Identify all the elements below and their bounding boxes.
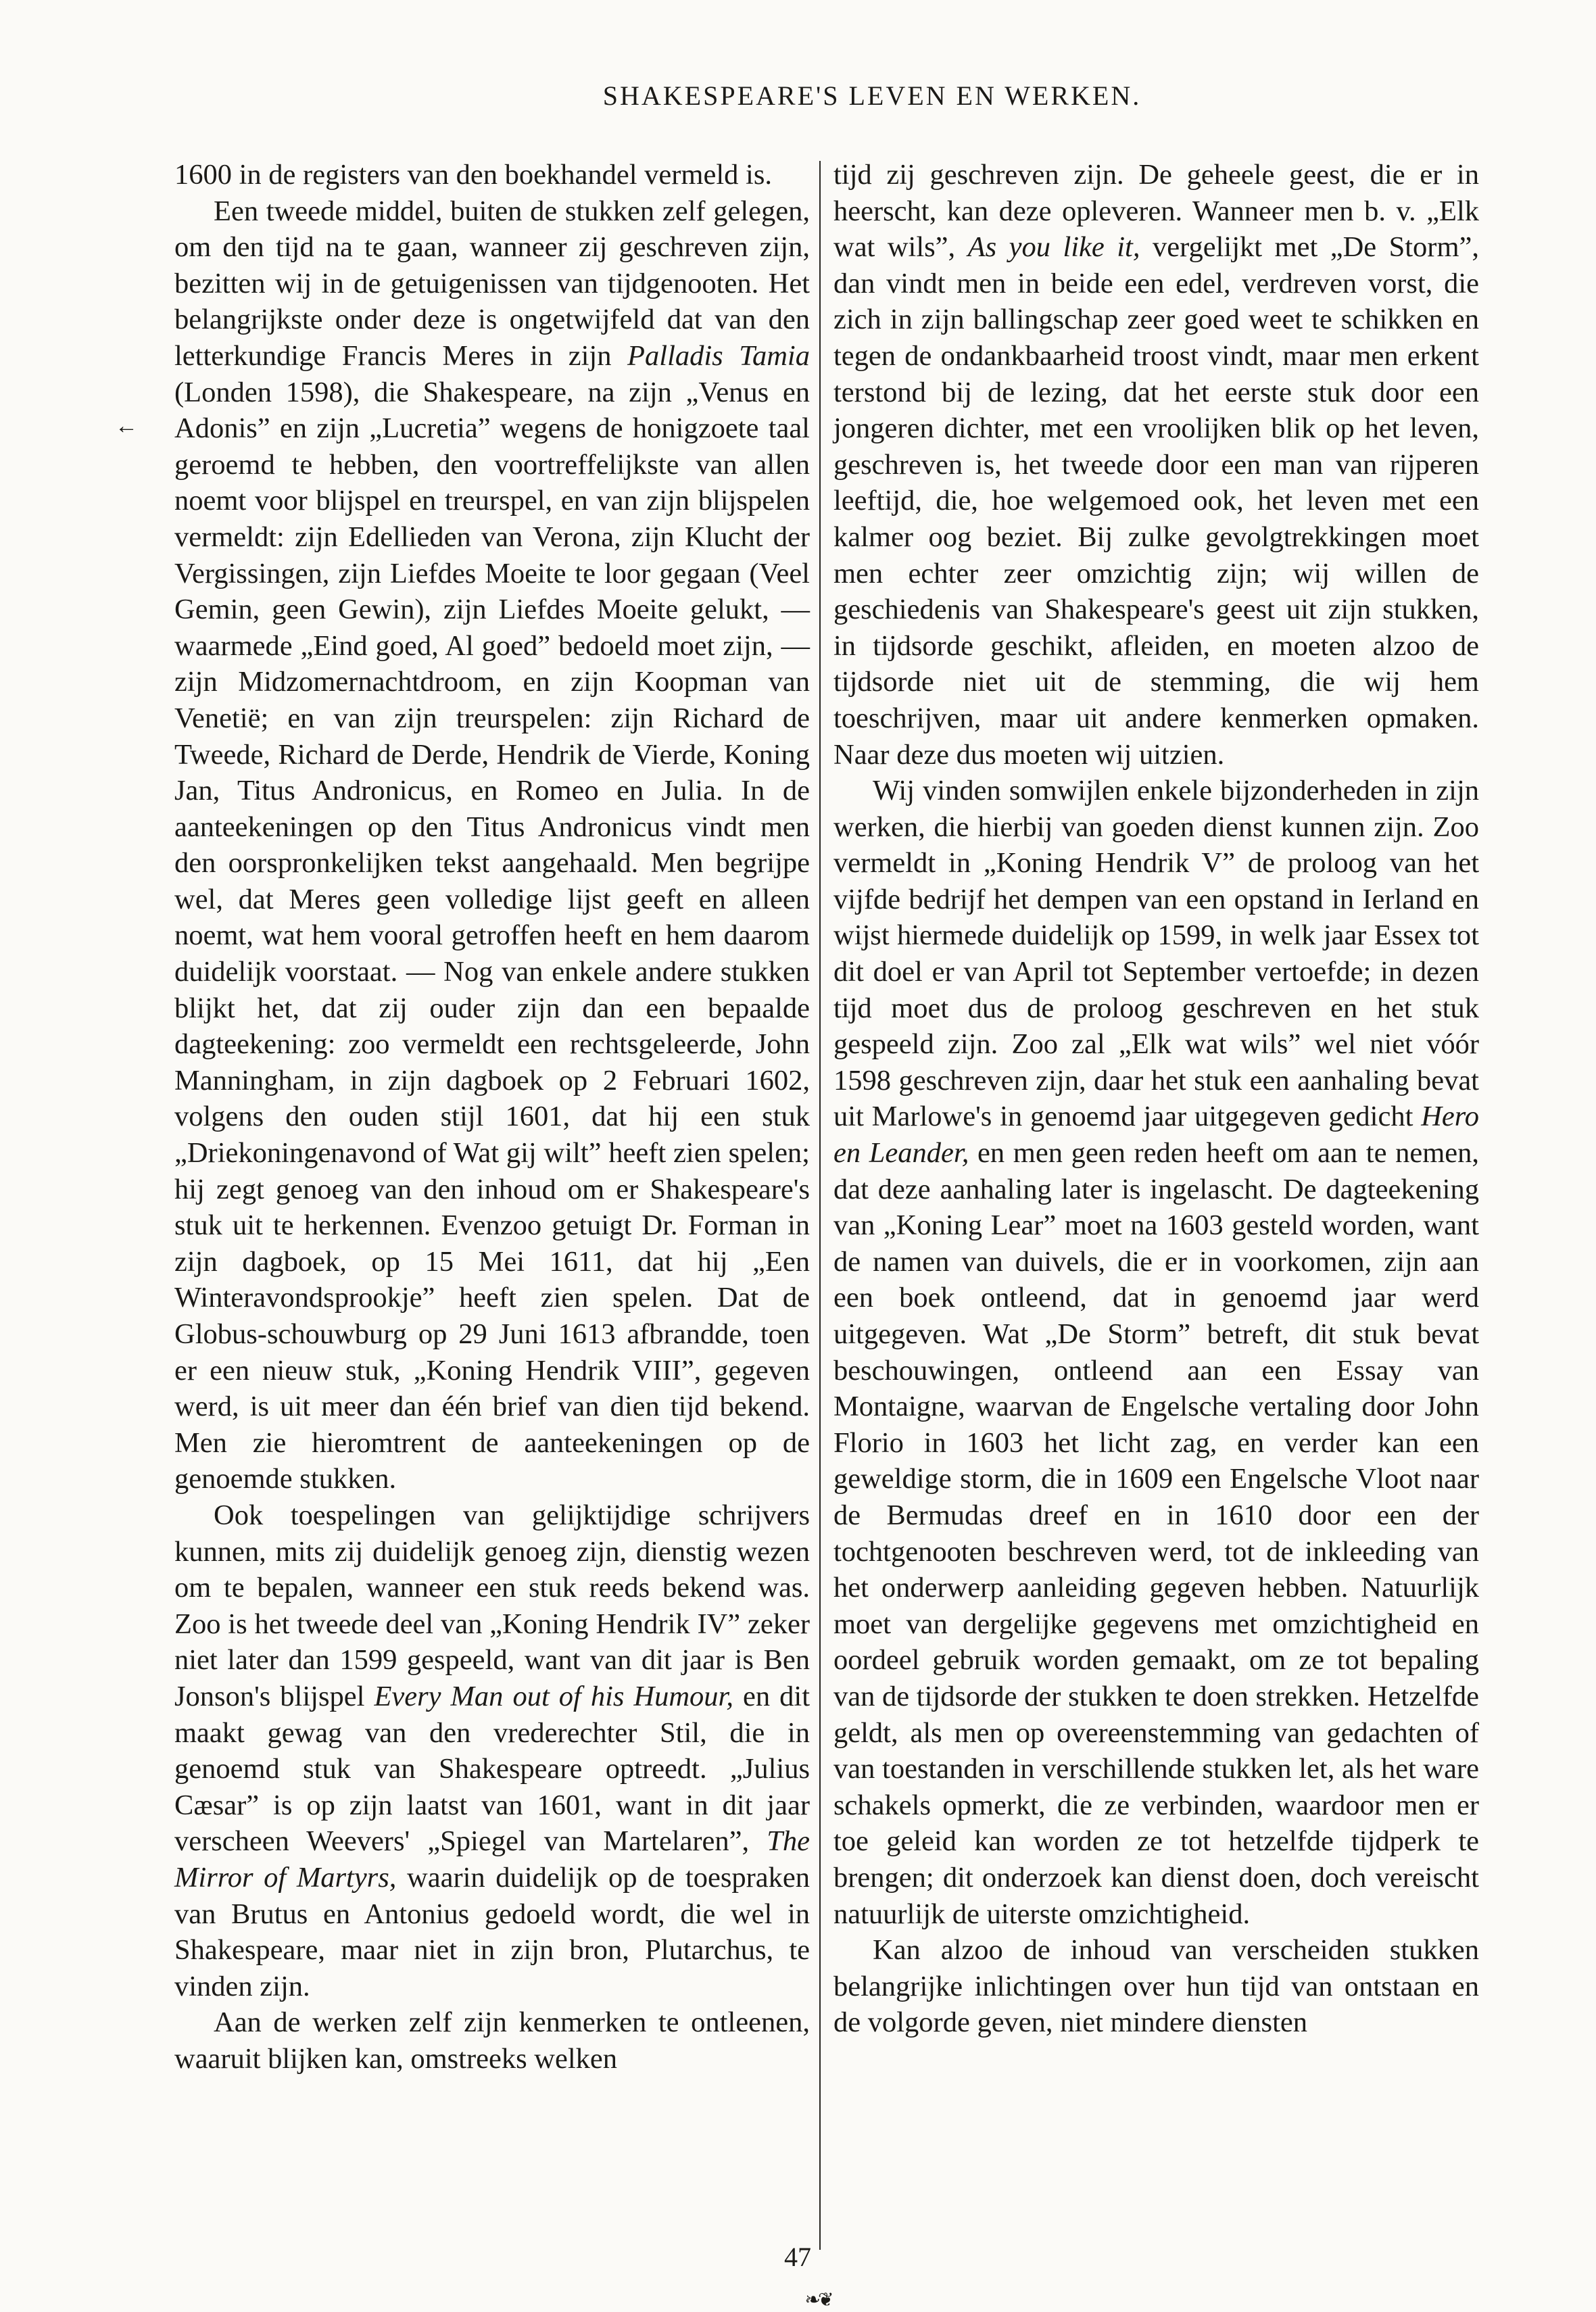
right-paragraph-2-italic: Hero en Leander,	[833, 1101, 1480, 1170]
left-paragraph-3-mid: en dit maakt gewag van den vrederechter Stil, die in genoemd stuk van Shakespeare optreedt. „Julius Cæsar” is op zijn laatst van 1601, want in dit jaar verscheen Weevers' „Spiegel van Martelaren”,	[174, 1680, 811, 1858]
column-divider	[819, 161, 821, 2250]
right-paragraph-2	[833, 773, 1479, 1932]
right-paragraph-1-rest: vergelijkt met „De Storm”, dan vindt men in beide een edel, verdreven vorst, die zich in zijn ballingschap zeer goed weet te schikken en tegen de ondankbaarheid troost vindt, maar men erkent terstond bij de lezing, dat het eerste stuk door een jongeren dichter, met een vroolijken blik op het leven, geschreven is, het tweede door een man van rijperen leeftijd, die, hoe welgemoed ook, het leven met een kalmer oog beziet. Bij zulke gevolgtrekkingen moet men echter zeer omzichtig zijn; wij willen de geschiedenis van Shakespeare's geest uit zijn stukken, in tijdsorde geschikt, afleiden, en moeten alzoo de tijdsorde niet uit de stemming, die wij hem toeschrijven, maar uit andere kenmerken opmaken. Naar deze dus moeten wij uitzien.	[833, 231, 1480, 771]
left-paragraph-4: Aan de werken zelf zijn kenmerken te ontleenen, waaruit blijken kan, omstreeks welken	[174, 2006, 810, 2075]
left-paragraph-2-italic: Palladis Tamia	[627, 339, 810, 372]
running-title: SHAKESPEARE'S LEVEN EN WERKEN.	[602, 80, 1142, 111]
right-paragraph-3: Kan alzoo de inhoud van verscheiden stukken belangrijke inlichtingen over hun tijd van ontstaan en de volgorde geven, niet mindere diensten	[833, 1934, 1479, 2039]
right-paragraph-2-rest: en men geen reden heeft om aan te nemen, dat deze aanhaling later is ingelascht. De dagteekening van „Koning Lear” moet na 1603 gesteld worden, want de namen van duivels, die er in voorkomen, zijn aan een boek ontleend, dat in genoemd jaar werd uitgegeven. Wat „De Storm” betreft, dit stuk bevat beschouwingen, ontleend aan een Essay van Montaigne, waarvan de Engelsche vertaling door John Florio in 1603 het licht zag, en verder kan een geweldige storm, die in 1609 een Engelsche Vloot naar de Bermudas dreef en in 1610 door een der tochtgenooten beschreven werd, tot de inkleeding van het onderwerp aanleiding gegeven hebben. Natuurlijk moet van dergelijke gegevens met omzichtigheid en oordeel gebruik worden gemaakt, om ze tot bepaling van de tijdsorde der stukken te doen strekken. Hetzelfde geldt, als men op overeenstemming van gedachten of van toestanden in verschillende stukken let, als het ware schakels opmerkt, die ze verbinden, waardoor men er toe geleid kan worden ze tot hetzelfde tijdperk te brengen; dit onderzoek kan dienst doen, doch vereischt natuurlijk de uiterste omzichtigheid.	[833, 1137, 1479, 1930]
right-paragraph-1-text: tijd zij geschreven zijn. De geheele geest, die er in heerscht, kan deze opleveren. Wanneer men b. v. „Elk wat wils”,	[833, 159, 1479, 264]
right-column	[833, 157, 1479, 2041]
left-paragraph-2	[174, 193, 810, 1497]
left-column	[174, 157, 810, 2077]
left-paragraph-3	[174, 1497, 810, 2004]
left-paragraph-3-text: Ook toespelingen van gelijktijdige schrijvers kunnen, mits zij duidelijk genoeg zijn, dienstig wezen om te bepalen, wanneer een stuk reeds bekend was. Zoo is het tweede deel van „Koning Hendrik IV” zeker niet later dan 1599 gespeeld, want van dit jaar is Ben Jonson's blijspel	[174, 1499, 810, 1712]
right-paragraph-1	[833, 157, 1479, 773]
page-number: 47	[784, 2242, 811, 2272]
left-paragraph-3-italic-2: The Mirror of Martyrs,	[174, 1825, 811, 1894]
left-paragraph-1: 1600 in de registers van den boekhandel vermeld is.	[174, 159, 772, 191]
footer-ornament: ❧❦	[804, 2290, 831, 2311]
left-paragraph-3-rest: waarin duidelijk op de toespraken van Brutus en Antonius gedoeld wordt, die wel in Shakespeare, maar niet in zijn bron, Plutarchus, te vinden zijn.	[174, 1861, 810, 2002]
right-paragraph-2-text: Wij vinden somwijlen enkele bijzonderheden in zijn werken, die hierbij van goeden dienst kunnen zijn. Zoo vermeldt in „Koning Hendrik V” de proloog van het vijfde bedrijf het dempen van een opstand in Ierland en wijst hiermede duidelijk op 1599, in welk jaar Essex tot dit doel er van April tot September vertoefde; in dezen tijd moet dus de proloog geschreven en het stuk gespeeld zijn. Zoo zal „Elk wat wils” wel niet vóór 1598 geschreven zijn, daar het stuk een aanhaling bevat uit Marlowe's in genoemd jaar uitgegeven gedicht	[833, 775, 1479, 1133]
right-paragraph-1-italic: As you like it,	[967, 231, 1140, 264]
margin-arrow-mark: ←	[115, 414, 138, 439]
left-paragraph-3-italic-1: Every Man out of his Humour,	[374, 1680, 734, 1712]
left-paragraph-2-rest: (Londen 1598), die Shakespeare, na zijn „Venus en Adonis” en zijn „Lucretia” wegens de honigzoete taal geroemd te hebben, den voortreffelijkste van allen noemt voor blijspel en treurspel, en van zijn blijspelen vermeldt: zijn Edellieden van Verona, zijn Klucht der Vergissingen, zijn Liefdes Moeite te loor gegaan (Veel Gemin, geen Gewin), zijn Liefdes Moeite gelukt, — waarmede „Eind goed, Al goed” bedoeld moet zijn, — zijn Midzomernachtdroom, en zijn Koopman van Venetië; en van zijn treurspelen: zijn Richard de Tweede, Richard de Derde, Hendrik de Vierde, Koning Jan, Titus Andronicus, en Romeo en Julia. In de aanteekeningen op den Titus Andronicus vindt men den oorspronkelijken tekst aangehaald. Men begrijpe wel, dat Meres geen volledige lijst geeft en alleen noemt, wat hem vooral getroffen heeft en hem daarom duidelijk voorstaat. — Nog van enkele andere stukken blijkt het, dat zij ouder zijn dan een bepaalde dagteekening: zoo vermeldt een rechtsgeleerde, John Manningham, in zijn dagboek op 2 Februari 1602, volgens den ouden stijl 1601, dat hij een stuk „Driekoningenavond of Wat gij wilt” heeft zien spelen; hij zegt genoeg van den inhoud om er Shakespeare's stuk uit te herkennen. Evenzoo getuigt Dr. Forman in zijn dagboek, op 15 Mei 1611, dat hij „Een Winteravondsprookje” heeft zien spelen. Dat de Globus-schouwburg op 29 Juni 1613 afbrandde, toen er een nieuw stuk, „Koning Hendrik VIII”, gegeven werd, is uit meer dan één brief van dien tijd bekend. Men zie hieromtrent de aanteekeningen op de genoemde stukken.	[174, 376, 810, 1495]
left-paragraph-2-text: Een tweede middel, buiten de stukken zelf gelegen, om den tijd na te gaan, wanneer zij geschreven zijn, bezitten wij in de getuigenissen van tijdgenooten. Het belangrijkste onder deze is ongetwijfeld dat van den letterkundige Francis Meres in zijn	[174, 195, 810, 372]
